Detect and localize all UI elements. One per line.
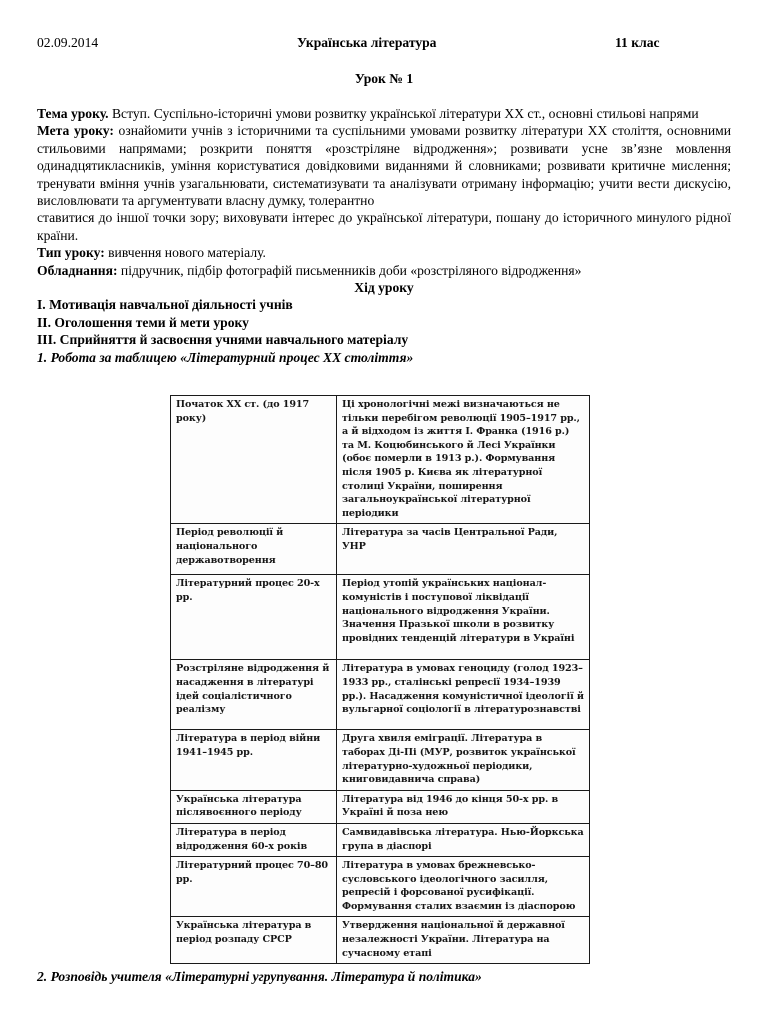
period-cell: Розстріляне відродження й насадження в літературі ідей соціалістичного реалізму [171,660,337,730]
goal-continuation: ставитися до іншої точки зору; виховувати інтерес до української літератури, пошану до історичного минулого рідної країни. [37,210,731,243]
lesson-body [37,105,731,366]
period-cell: Література в період війни 1941–1945 рр. [171,730,337,790]
section-1: I. Мотивація навчальної діяльності учнів [37,297,293,313]
description-cell: Література в умовах брежневсько-сусловського ідеологічного засилля, репресій і форсованої русифікації. Формування сталих взаємин із діаспорою [337,857,590,917]
grade: 11 клас [615,35,660,50]
topic-paragraph [37,105,731,122]
table-row [171,823,590,856]
period-cell: Літературний процес 20-х рр. [171,575,337,660]
description-cell: Література від 1946 до кінця 50-х рр. в Україні й поза нею [337,790,590,823]
topic-text: Вступ. Суспільно-історичні умови розвитку української літератури ХХ ст., основні стильові напрями [111,106,699,121]
table-row [171,857,590,917]
goal-paragraph [37,122,731,209]
table-row [171,790,590,823]
subject: Українська література [297,35,437,50]
table-row [171,730,590,790]
description-cell: Ці хронологічні межі визначаються не тільки перебігом революції 1905–1917 рр., а й відходом із життя І. Франка (1916 р.) та М. Коцюбинського й Лесі Українки (обоє померли в 1913 р.). Формування після 1905 р. Києва як літературної столиці України, поширення загальноукраїнської літературної періодики [337,396,590,524]
period-cell: Література в період відродження 60-х років [171,823,337,856]
lesson-type-label: Тип уроку: [37,245,105,261]
item-2-heading: 2. Розповідь учителя «Літературні угрупування. Література й політика» [37,969,482,984]
table-row [171,524,590,575]
table-row [171,396,590,524]
period-cell: Період революції й національного державотворення [171,524,337,575]
topic-label: Тема уроку. [37,106,109,121]
lesson-type-text: вивчення нового матеріалу. [108,245,266,261]
equipment-paragraph [37,262,731,279]
period-cell: Літературний процес 70–80 рр. [171,857,337,917]
description-cell: Література в умовах геноциду (голод 1923–1933 рр., сталінські репресії 1934–1939 рр.). Насадження комуністичної ідеології й вульгарної соціології в літературознавстві [337,660,590,730]
equipment-label: Обладнання: [37,262,118,278]
description-cell: Утвердження національної й державної незалежності України. Література на сучасному етапі [337,917,590,964]
table-row [171,660,590,730]
equipment-text: підручник, підбір фотографій письменників доби «розстріляного відродження» [120,262,582,278]
description-cell: Література за часів Центральної Ради, УНР [337,524,590,575]
item-1-heading: 1. Робота за таблицею «Літературний процес ХХ століття» [37,349,414,365]
period-cell: Початок ХХ ст. (до 1917 року) [171,396,337,524]
lesson-title: Урок № 1 [354,71,414,86]
description-cell: Самвидавівська література. Нью-Йоркська група в діаспорі [337,823,590,856]
course-heading: Хід уроку [354,280,414,296]
table [170,395,590,964]
section-2: II. Оголошення теми й мети уроку [37,314,249,330]
description-cell: Друга хвиля еміграції. Література в таборах Ді-Пі (МУР, розвиток української літературно-художньої періодики, книговидавнича справа) [337,730,590,790]
section-3: III. Сприйняття й засвоєння учнями навчального матеріалу [37,332,409,348]
table-row [171,575,590,660]
goal-text: ознайомити учнів з історичними та суспільними умовами розвитку літератури ХХ століття, основними стильовими напрямами; розкрити поняття «розстріляне відродження»; розвивати усне зв’язне мовлення одинадцятикласників, уміння користуватися довідковими виданнями й словниками; розвивати критичне мислення; тренувати вміння учнів узагальнювати, систематизувати та аналізувати отриману інформацію; учити вести дискусію, висловлювати та аргументувати власну думку, толерантно [37,123,731,209]
description-cell: Період утопій українських націонал-комуністів і поступової ліквідації національного відродження України. Значення Празької школи в розвитку провідних тенденцій літератури в Україні [337,575,590,660]
period-cell: Українська література в період розпаду СРСР [171,917,337,964]
table-row [171,917,590,964]
page-header [37,35,732,53]
goal-label: Мета уроку: [37,123,114,139]
period-cell: Українська література післявоєнного періоду [171,790,337,823]
literary-process-table [170,395,590,964]
lesson-type-paragraph [37,244,731,261]
date: 02.09.2014 [37,35,99,50]
